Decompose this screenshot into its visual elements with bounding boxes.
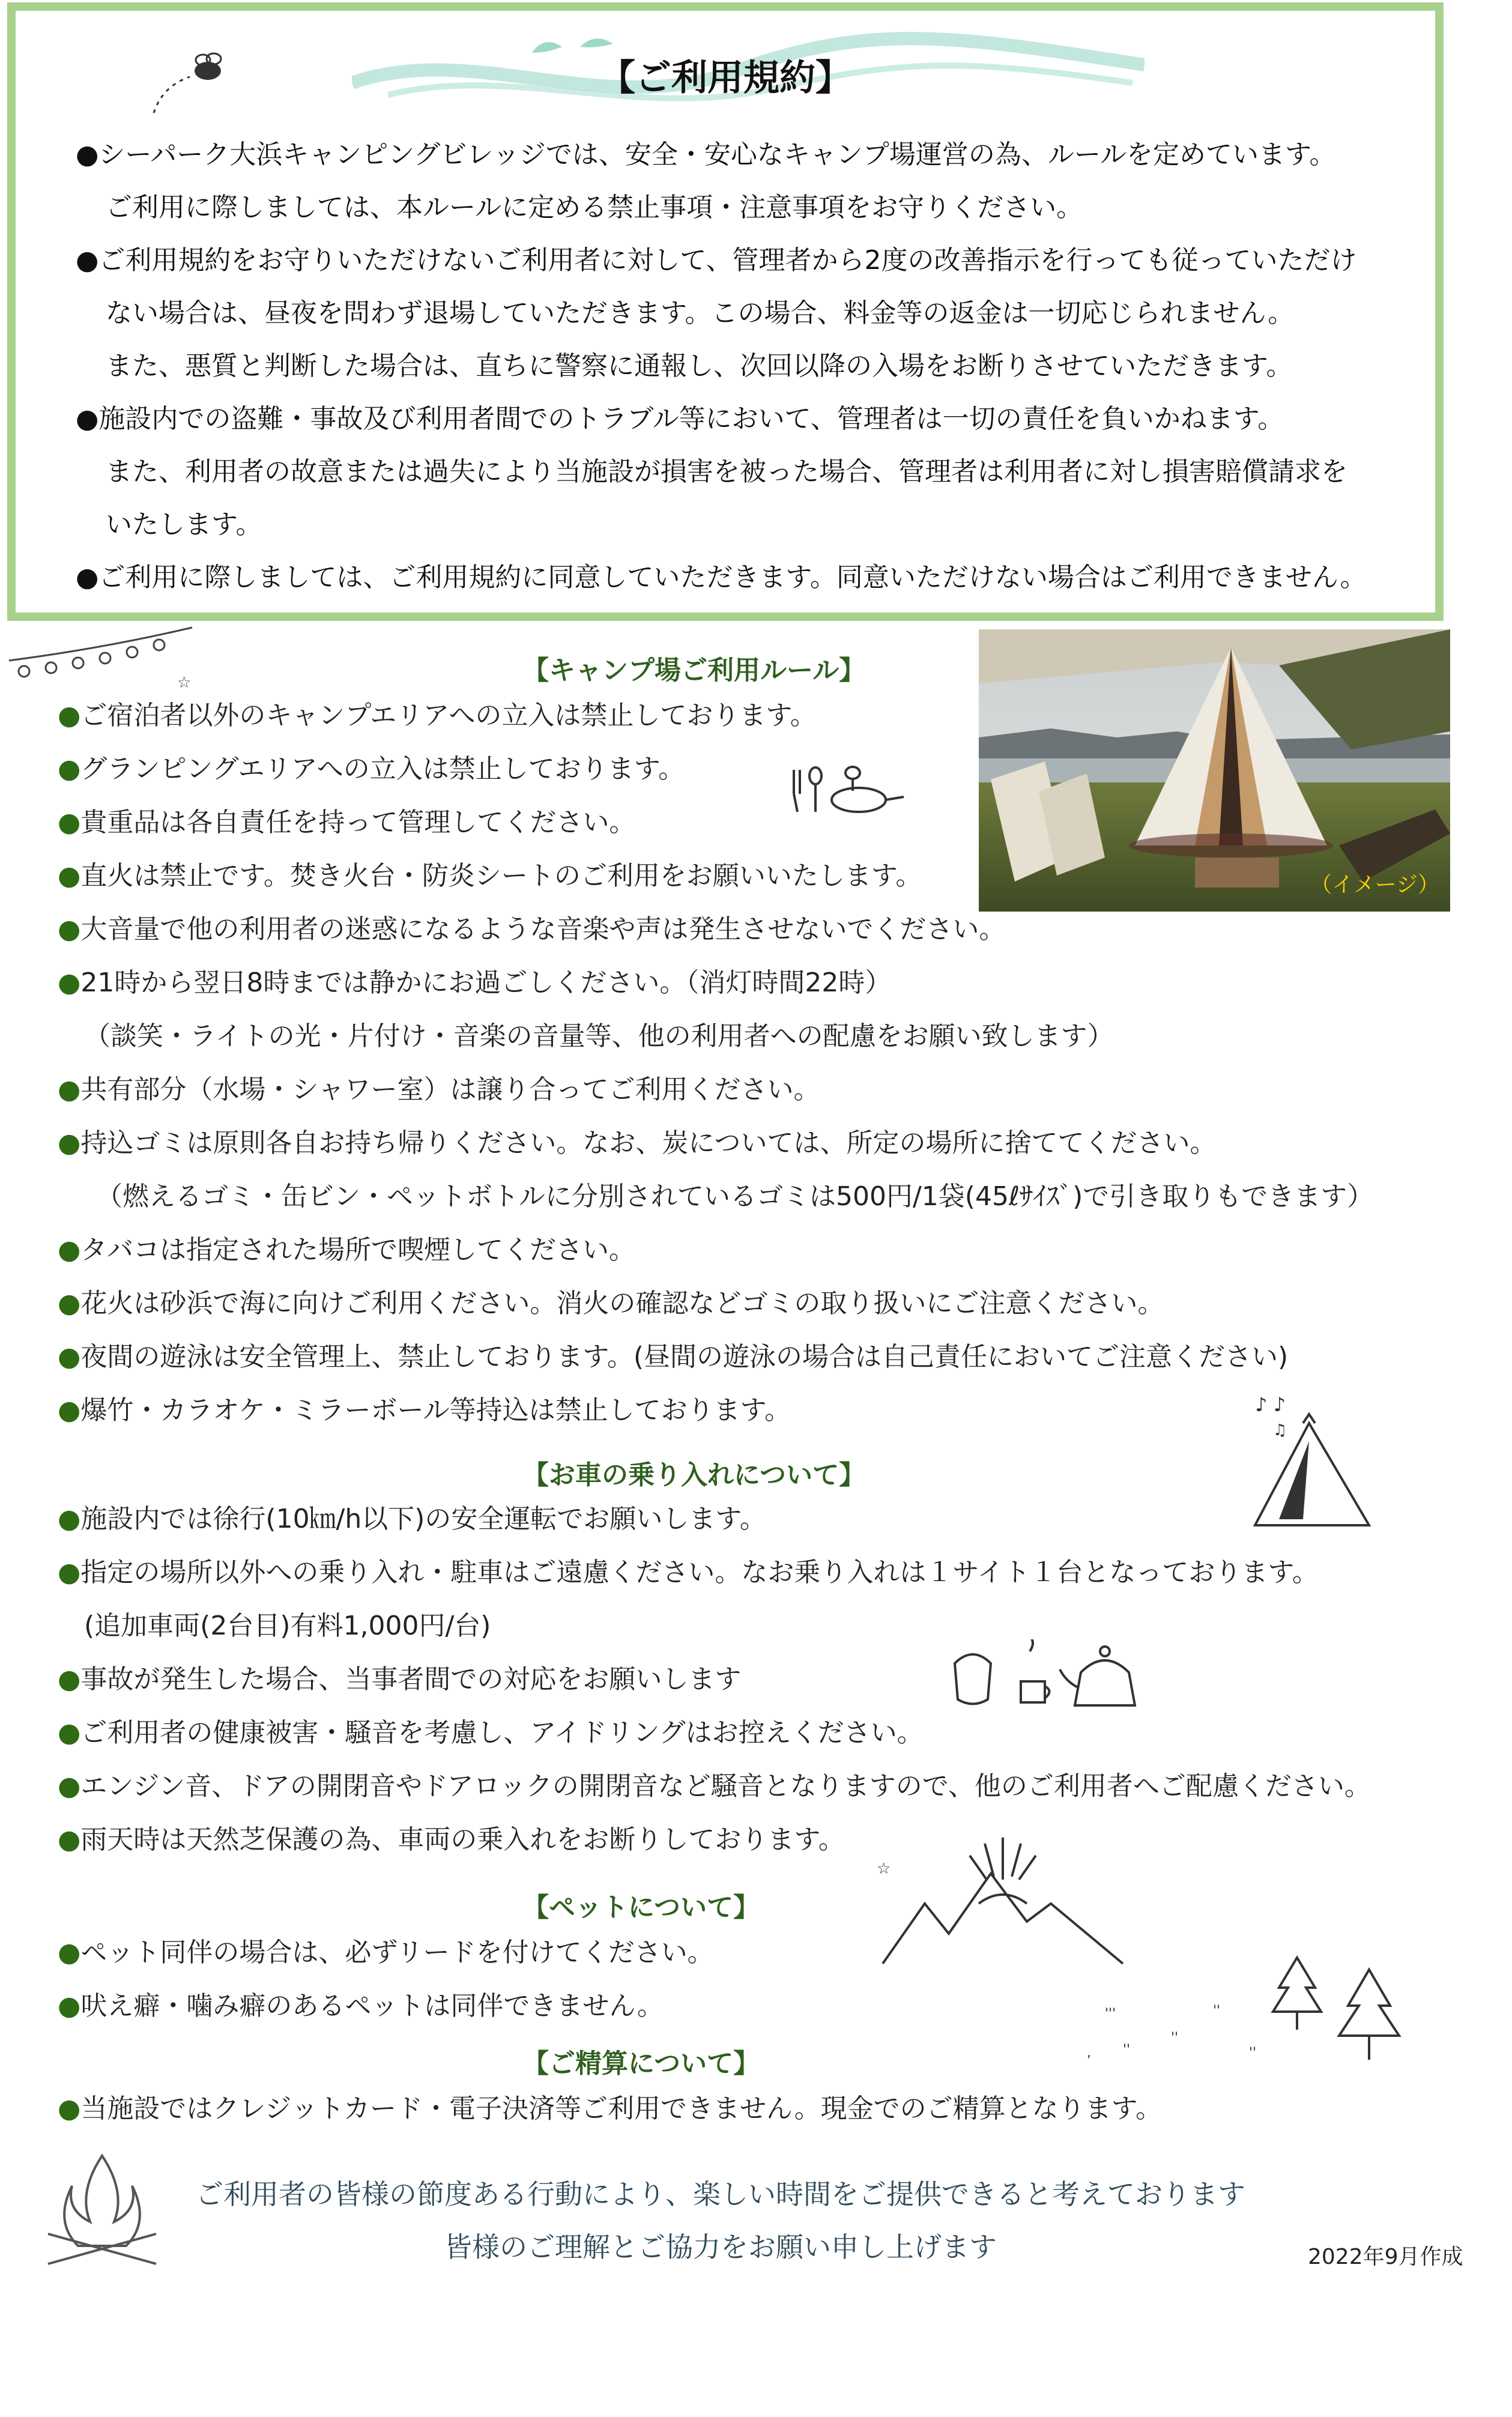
pet-rules-heading: 【ペットについて】 [522, 1892, 760, 1923]
bullet: ● [58, 754, 81, 784]
svg-text:,: , [1087, 2045, 1091, 2060]
rule-text: （燃えるゴミ・缶ビン・ペットボトルに分別されているゴミは500円/1袋(45ℓｻｲｽﾞ)で引き取りもできます） [96, 1181, 1374, 1212]
rule-item [58, 1935, 714, 1971]
svg-text:♫: ♫ [1273, 1421, 1287, 1439]
terms-line: また、悪質と判断した場合は、直ちに警察に通報し、次回以降の入場をお断りさせていただきます。 [106, 351, 1293, 381]
tent-photo [979, 629, 1450, 912]
terms-line: ●ご利用規約をお守りいただけないご利用者に対して、管理者から2度の改善指示を行っても従っていただけ [76, 245, 1357, 276]
bullet: ● [58, 1664, 81, 1695]
terms-line: ない場合は、昼夜を問わず退場していただきます。この場合、料金等の返金は一切応じられません。 [106, 298, 1295, 328]
closing-message: 皆様のご理解とご協力をお願い申し上げます [444, 2231, 997, 2263]
bullet: ● [58, 1937, 81, 1968]
terms-box [7, 2, 1444, 621]
bullet: ● [58, 1395, 81, 1426]
creation-date: 2022年9月作成 [1308, 2245, 1463, 2269]
rule-item [58, 698, 817, 734]
rule-item [58, 965, 891, 1001]
rule-text: 持込ゴミは原則各自お持ち帰りください。なお、炭については、所定の場所に捨ててください。 [80, 1128, 1217, 1158]
rule-text: 指定の場所以外への乗り入れ・駐車はご遠慮ください。なお乗り入れは１サイト１台となっております。 [80, 1557, 1319, 1588]
terms-line: ご利用に際しましては、本ルールに定める禁止事項・注意事項をお守りください。 [106, 192, 1083, 223]
bullet: ● [58, 2093, 81, 2124]
rule-text: 施設内では徐行(10㎞/h以下)の安全運転でお願いします。 [80, 1504, 766, 1534]
tent-music-icon [1237, 1381, 1381, 1549]
rule-text: グランピングエリアへの立入は禁止しております。 [80, 754, 685, 784]
rule-text: 直火は禁止です。焚き火台・防炎シートのご利用をお願いいたします。 [80, 861, 922, 891]
rule-text: エンジン音、ドアの開閉音やドアロックの開閉音など騒音となりますので、他のご利用者へご配慮ください。 [80, 1771, 1371, 1801]
rule-text: 花火は砂浜で海に向けご利用ください。消火の確認などゴミの取り扱いにご注意ください。 [80, 1288, 1164, 1319]
svg-text:'': '' [1249, 2045, 1257, 2060]
rule-text: 事故が発生した場合、当事者間での対応をお願いします [80, 1664, 742, 1695]
bullet: ● [58, 1771, 81, 1801]
rule-text: 当施設ではクレジットカード・電子決済等ご利用できません。現金でのご精算となります。 [80, 2093, 1163, 2124]
pine-trees-icon [1081, 1952, 1417, 2072]
rule-text: ペット同伴の場合は、必ずリードを付けてください。 [80, 1937, 714, 1968]
rule-item [58, 1555, 1319, 1591]
bullet: ● [58, 967, 81, 998]
terms-line: ●施設内での盗難・事故及び利用者間でのトラブル等において、管理者は一切の責任を負いかねます。 [76, 404, 1284, 434]
cooking-utensils-icon [787, 758, 907, 824]
bullet: ● [58, 807, 81, 838]
bullet: ● [58, 861, 81, 891]
bullet: ● [58, 1074, 81, 1105]
svg-text:☆: ☆ [177, 674, 192, 692]
rule-item [58, 1715, 924, 1751]
rule-text: 吠え癖・噛み癖のあるペットは同伴できません。 [80, 1991, 664, 2021]
car-rules-heading: 【お車の乗り入れについて】 [522, 1460, 866, 1490]
bullet: ● [58, 1288, 81, 1319]
rule-item [58, 2091, 1162, 2127]
bullet: ● [58, 1128, 81, 1158]
rule-note [84, 1608, 491, 1644]
rule-note [96, 1179, 1373, 1215]
mountain-sunrise-icon [871, 1814, 1129, 1970]
camp-rules-heading: 【キャンプ場ご利用ルール】 [522, 655, 866, 686]
terms-line: ●シーパーク大浜キャンピングビレッジでは、安全・安心なキャンプ場運営の為、ルールを定めています。 [76, 139, 1336, 170]
rule-text: 21時から翌日8時までは静かにお過ごしください。（消灯時間22時） [80, 967, 892, 998]
terms-line: いたします。 [106, 509, 262, 540]
svg-text:'': '' [1123, 2042, 1131, 2057]
rule-item [58, 1822, 845, 1858]
svg-text:♪ ♪: ♪ ♪ [1255, 1393, 1286, 1416]
rule-item [58, 1768, 1371, 1804]
rule-note [84, 1018, 1114, 1054]
rule-item [58, 1125, 1217, 1161]
svg-text:☆: ☆ [877, 1860, 891, 1878]
terms-line: ●ご利用に際しましては、ご利用規約に同意していただきます。同意いただけない場合はご利用できません。 [76, 562, 1367, 593]
rule-text: (追加車両(2台目)有料1,000円/台) [84, 1611, 491, 1641]
kettle-and-mug-icon [949, 1639, 1147, 1717]
rule-item [58, 1339, 1288, 1375]
bullet: ● [58, 1991, 81, 2021]
rule-item [58, 912, 1005, 948]
bullet: ● [58, 1342, 81, 1372]
rule-item [58, 1286, 1164, 1322]
rule-text: 共有部分（水場・シャワー室）は譲り合ってご利用ください。 [80, 1074, 820, 1105]
bunting-lights-icon [6, 625, 198, 697]
rule-item [58, 751, 685, 787]
bullet: ● [58, 1824, 81, 1855]
rule-item [58, 805, 635, 841]
bullet: ● [58, 700, 81, 731]
rule-text: （談笑・ライトの光・片付け・音楽の音量等、他の利用者への配慮をお願い致します） [84, 1021, 1114, 1051]
payment-heading: 【ご精算について】 [522, 2048, 760, 2079]
rule-text: ご利用者の健康被害・騒音を考慮し、アイドリングはお控えください。 [80, 1717, 924, 1748]
rule-text: タバコは指定された場所で喫煙してください。 [80, 1235, 635, 1265]
bullet: ● [58, 1235, 81, 1265]
rule-text: 夜間の遊泳は安全管理上、禁止しております。(昼間の遊泳の場合は自己責任においてご注意ください) [80, 1342, 1289, 1372]
terms-line: また、利用者の故意または過失により当施設が損害を被った場合、管理者は利用者に対し損害賠償請求を [106, 456, 1347, 487]
rule-item [58, 1072, 820, 1108]
rule-item [58, 1501, 766, 1537]
rule-item [58, 1393, 791, 1429]
rule-text: ご宿泊者以外のキャンプエリアへの立入は禁止しております。 [80, 700, 817, 731]
rule-text: 爆竹・カラオケ・ミラーボール等持込は禁止しております。 [80, 1395, 791, 1426]
rule-item [58, 1662, 741, 1698]
bullet: ● [58, 1504, 81, 1534]
svg-text:'': '' [1213, 2003, 1221, 2018]
rule-item [58, 858, 922, 894]
bullet: ● [58, 914, 81, 945]
svg-text:'': '' [1171, 2030, 1179, 2045]
terms-title: 【ご利用規約】 [599, 57, 851, 99]
rule-text: 貴重品は各自責任を持って管理してください。 [80, 807, 636, 838]
rule-text: 雨天時は天然芝保護の為、車両の乗入れをお断りしております。 [80, 1824, 845, 1855]
bullet: ● [58, 1717, 81, 1748]
rule-text: 大音量で他の利用者の迷惑になるような音楽や声は発生させないでください。 [80, 914, 1006, 945]
rule-item [58, 1232, 635, 1268]
svg-text:''': ''' [1105, 2006, 1116, 2021]
bullet: ● [58, 1557, 81, 1588]
closing-message: ご利用者の皆様の節度ある行動により、楽しい時間をご提供できると考えております [196, 2178, 1245, 2210]
photo-caption: （イメージ） [1310, 873, 1439, 897]
rule-item [58, 1988, 664, 2024]
